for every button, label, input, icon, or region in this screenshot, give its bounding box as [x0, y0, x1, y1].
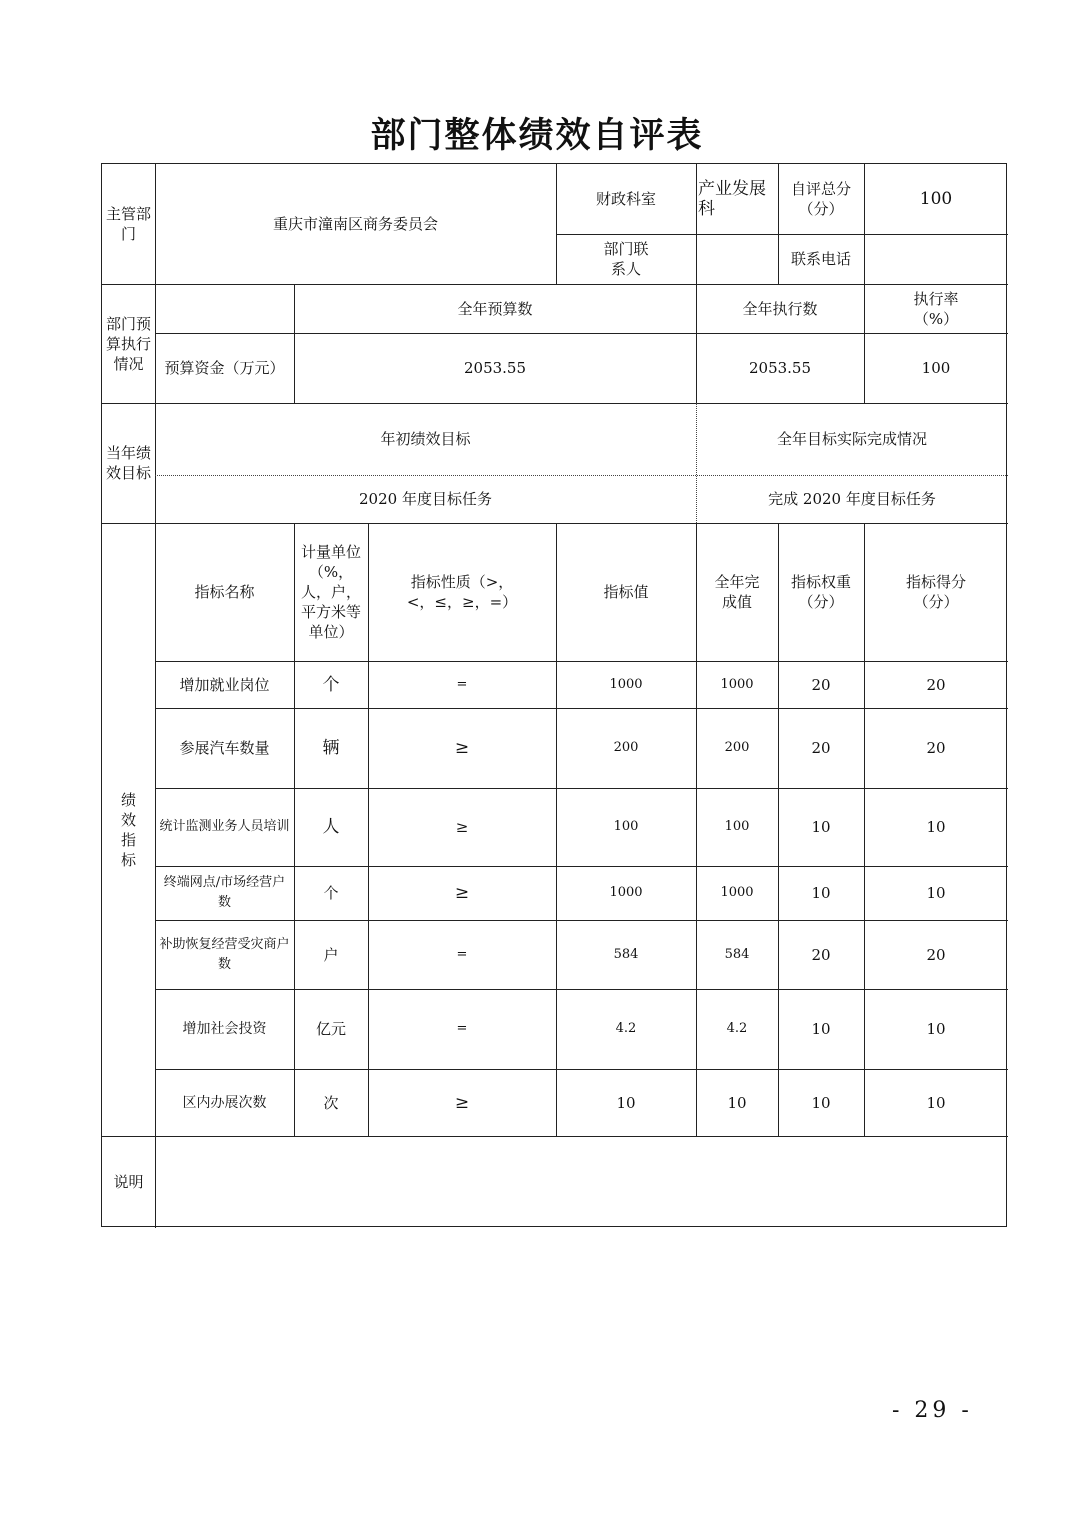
- goals-actual-value: 完成 2020 年度目标任务: [768, 490, 936, 508]
- table-row-nature: =: [456, 946, 468, 962]
- dept-label: 主管部门: [105, 205, 151, 243]
- budget-row-label: 预算资金（万元）: [164, 359, 285, 377]
- ind-header-score: 指标得分（分）: [905, 573, 966, 611]
- table-row-unit: 个: [323, 884, 339, 902]
- office-value: 产业发展科: [698, 179, 766, 219]
- table-row-completed: 200: [724, 740, 750, 755]
- budget-exec-value: 2053.55: [748, 359, 812, 377]
- notes-value: [155, 1136, 1008, 1228]
- ind-header-weight: 指标权重（分）: [790, 573, 851, 611]
- table-row-value: 4.2: [615, 1021, 637, 1036]
- ind-header-name: 指标名称: [194, 583, 255, 601]
- table-row-weight: 10: [811, 1020, 831, 1038]
- table-row-completed: 10: [727, 1093, 747, 1112]
- table-row-nature: ≥: [455, 818, 469, 836]
- table-row-name: 参展汽车数量: [179, 739, 270, 757]
- contact-label: 部门联系人: [603, 240, 649, 278]
- table-row-unit: 亿元: [315, 1020, 346, 1038]
- table-row-unit: 辆: [322, 738, 340, 758]
- table-row-completed: 100: [724, 819, 750, 834]
- table-row-nature: ≥: [454, 1092, 470, 1113]
- phone-label: 联系电话: [790, 250, 851, 268]
- table-row-value: 200: [613, 740, 639, 755]
- table-row-completed: 4.2: [726, 1021, 748, 1036]
- table-row-name: 增加社会投资: [182, 1021, 267, 1037]
- table-row-value: 10: [616, 1093, 636, 1112]
- table-row-weight: 20: [811, 945, 831, 964]
- table-row-weight: 20: [811, 675, 831, 694]
- table-row-unit: 次: [323, 1093, 339, 1112]
- table-row-value: 100: [613, 819, 639, 834]
- budget-rate-value: 100: [921, 359, 951, 377]
- page-title: 部门整体绩效自评表: [370, 115, 704, 156]
- table-row-name: 增加就业岗位: [179, 675, 270, 694]
- score-value: 100: [919, 189, 953, 209]
- table-row-value: 1000: [609, 676, 643, 692]
- dept-name: 重庆市潼南区商务委员会: [272, 215, 438, 233]
- table-row-completed: 1000: [720, 885, 754, 900]
- budget-section-label: 部门预算执行情况: [105, 314, 151, 373]
- ind-header-completed: 全年完成值: [714, 573, 760, 611]
- table-row-nature: =: [456, 676, 468, 692]
- table-row-score: 20: [926, 945, 946, 964]
- budget-annual-value: 2053.55: [463, 359, 527, 377]
- table-row-weight: 20: [811, 739, 831, 757]
- goals-initial-value: 2020 年度目标任务: [359, 490, 492, 508]
- table-row-weight: 10: [811, 1093, 831, 1112]
- office-label: 财政科室: [595, 190, 656, 208]
- table-row-completed: 584: [724, 946, 750, 962]
- table-row-score: 10: [926, 1093, 946, 1112]
- ind-header-value: 指标值: [603, 583, 649, 601]
- table-row-score: 10: [926, 818, 946, 836]
- table-row-nature: =: [456, 1021, 468, 1036]
- table-row-unit: 人: [322, 817, 340, 837]
- notes-label: 说明: [113, 1173, 144, 1191]
- goals-section-label: 当年绩效目标: [105, 444, 151, 482]
- ind-header-unit: 计量单位（%，人，户，平方米等单位）: [300, 543, 361, 641]
- table-row-name: 终端网点/市场经营户数: [163, 875, 286, 910]
- budget-col-annual: 全年预算数: [457, 299, 533, 318]
- table-row-score: 20: [926, 739, 946, 757]
- goals-col-actual: 全年目标实际完成情况: [776, 430, 927, 448]
- table-row-name: 区内办展次数: [182, 1094, 267, 1111]
- table-row-name: 统计监测业务人员培训: [159, 819, 290, 834]
- performance-table: [101, 163, 1007, 1227]
- table-row-unit: 个: [322, 674, 340, 695]
- table-row-completed: 1000: [720, 676, 754, 692]
- table-row-value: 1000: [609, 885, 643, 900]
- phone-value: [864, 234, 1008, 284]
- table-row-unit: 户: [323, 945, 339, 964]
- contact-value: [696, 234, 778, 284]
- score-label: 自评总分（分）: [790, 180, 851, 218]
- table-row-score: 10: [926, 1020, 946, 1038]
- table-row-name: 补助恢复经营受灾商户数: [159, 936, 290, 972]
- indicators-section-label: 绩效指标: [120, 790, 136, 869]
- ind-header-nature: 指标性质（>，<，≤，≥，=）: [406, 573, 518, 611]
- goals-col-initial: 年初绩效目标: [380, 430, 471, 448]
- table-row-weight: 10: [811, 884, 831, 902]
- table-row-nature: ≥: [454, 738, 470, 758]
- page-number: - 29 -: [892, 1398, 973, 1423]
- table-row-score: 10: [926, 884, 946, 902]
- table-row-weight: 10: [811, 818, 831, 836]
- budget-col-exec: 全年执行数: [742, 299, 818, 318]
- budget-col-rate: 执行率（%）: [913, 289, 959, 328]
- table-row-value: 584: [613, 946, 639, 962]
- table-row-nature: ≥: [454, 883, 470, 903]
- table-row-score: 20: [926, 675, 946, 694]
